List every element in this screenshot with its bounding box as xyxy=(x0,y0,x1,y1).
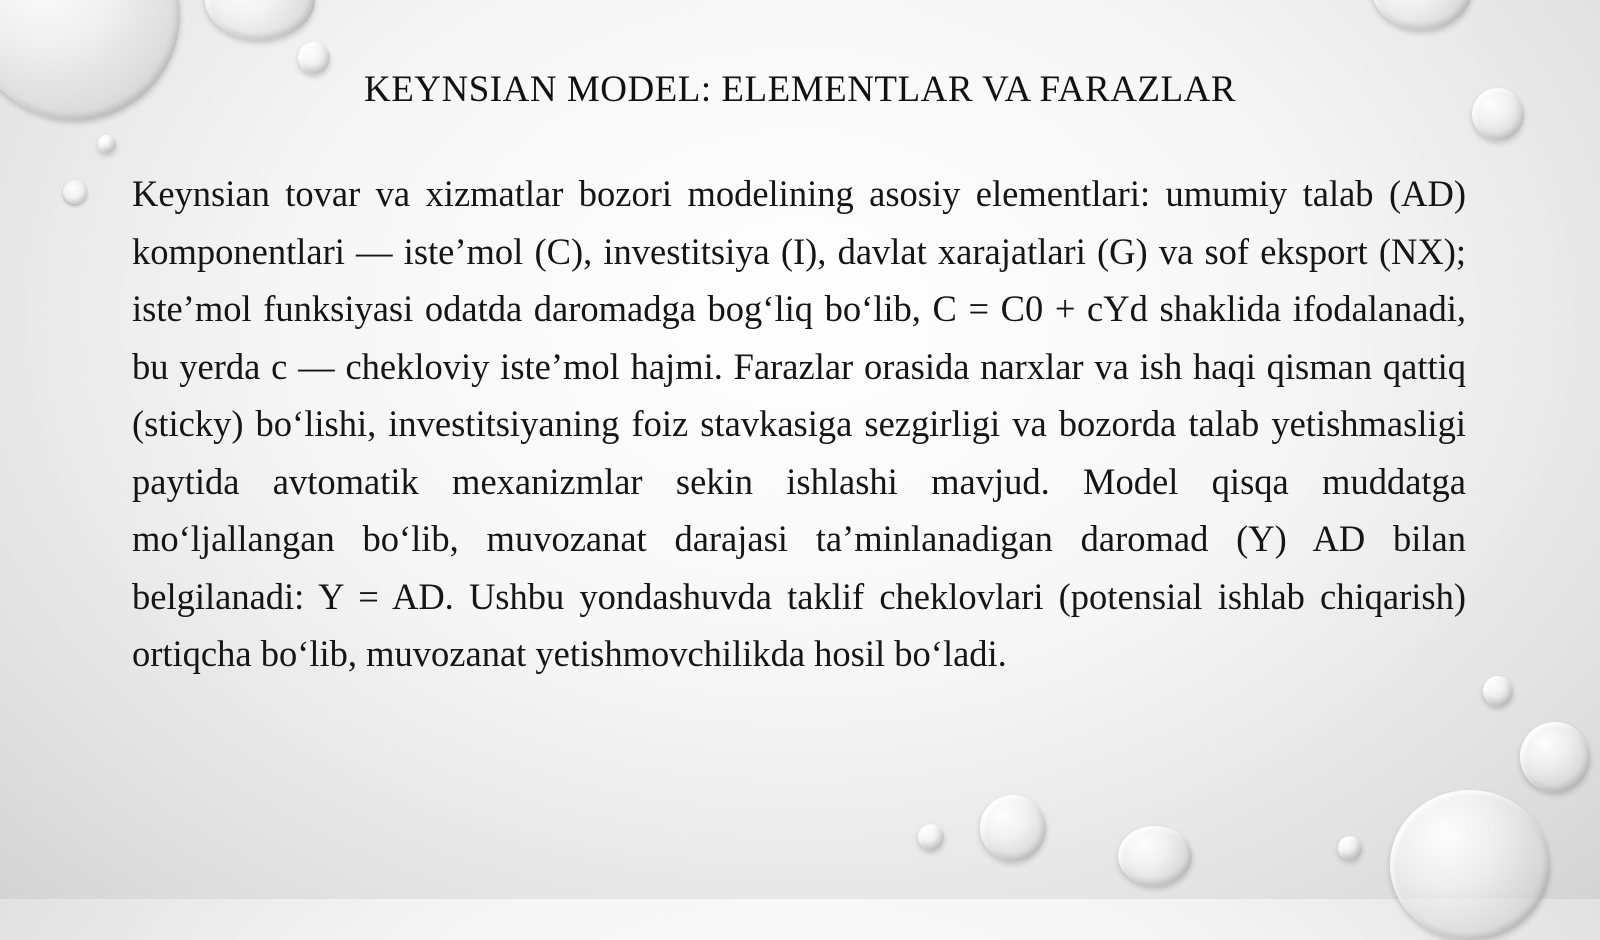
droplet-decoration xyxy=(1390,790,1550,940)
droplet-decoration xyxy=(1483,676,1513,706)
droplet-decoration xyxy=(1520,722,1590,792)
droplet-decoration xyxy=(1372,0,1472,30)
droplet-decoration xyxy=(1338,836,1362,860)
droplet-decoration xyxy=(1118,826,1192,886)
droplet-decoration xyxy=(205,0,315,40)
droplet-decoration xyxy=(918,824,944,850)
droplet-bullet-icon xyxy=(63,180,87,204)
droplet-decoration xyxy=(98,135,116,153)
droplet-decoration xyxy=(980,795,1046,861)
bullet-text: Keynsian tovar va xizmatlar bozori modelining asosiy elementlari: umumiy talab (AD) komponentlari — iste’mol (C), investitsiya (I), davlat xarajatlari (G) va sof eksport (NX); iste’mol funksiyasi odatda daromadga bog‘liq bo‘lib, C = C0 + cYd shaklida ifodalanadi, bu yerda c — chekloviy iste’mol hajmi. Farazlar orasida narxlar va ish haqi qisman qattiq (sticky) bo‘lishi, investitsiyaning foiz stavkasiga sezgirligi va bozorda talab yetishmasligi paytida avtomatik mexanizmlar sekin ishlashi mavjud. Model qisqa muddatga mo‘ljallangan bo‘lib, muvozanat darajasi ta’minlanadigan daromad (Y) AD bilan belgilanadi: Y = AD. Ushbu yondashuvda taklif cheklovlari (potensial ishlab chiqarish) ortiqcha bo‘lib, muvozanat yetishmovchilikda hosil bo‘ladi. xyxy=(132,173,1466,674)
slide-title: KEYNSIAN MODEL: ELEMENTLAR VA FARAZLAR xyxy=(363,69,1237,110)
